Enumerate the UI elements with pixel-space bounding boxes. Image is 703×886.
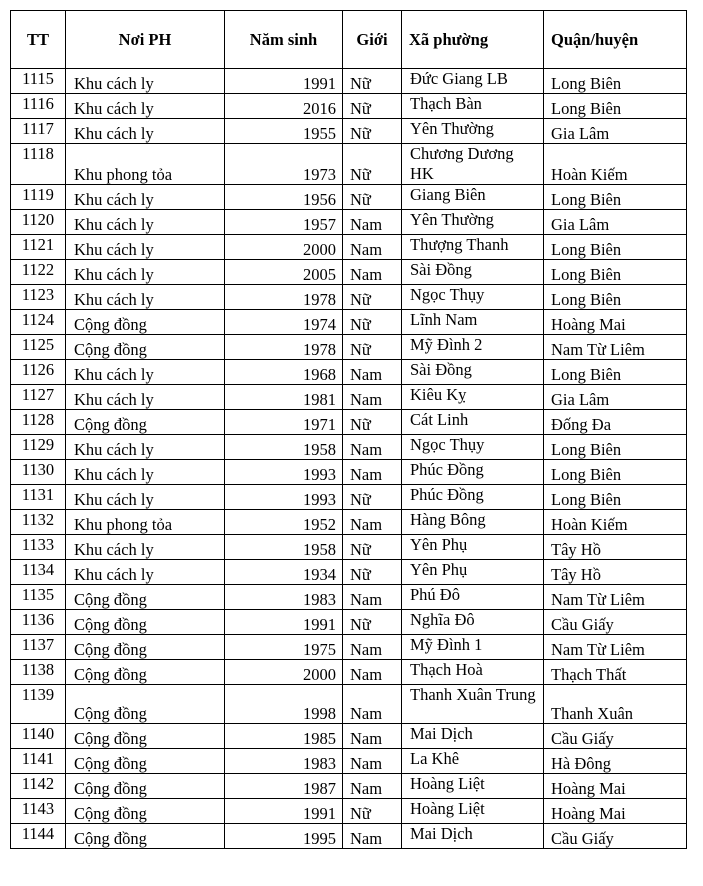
cell-tt: 1118	[11, 144, 66, 185]
cell-nam-sinh: 1957	[225, 210, 343, 235]
cell-noi-ph: Khu cách ly	[66, 360, 225, 385]
cell-quan-huyen: Hoàng Mai	[544, 310, 687, 335]
cell-nam-sinh: 1958	[225, 435, 343, 460]
table-row	[11, 824, 687, 849]
cell-nam-sinh: 1991	[225, 610, 343, 635]
header-row	[11, 11, 687, 69]
cell-tt: 1135	[11, 585, 66, 610]
cell-gioi: Nam	[343, 385, 402, 410]
cell-xa-phuong: Yên Thường	[402, 119, 544, 144]
cell-tt: 1141	[11, 749, 66, 774]
cell-gioi: Nam	[343, 435, 402, 460]
cell-gioi: Nữ	[343, 335, 402, 360]
cell-noi-ph: Cộng đồng	[66, 660, 225, 685]
cell-xa-phuong: Kiêu Kỵ	[402, 385, 544, 410]
header-quan-huyen: Quận/huyện	[544, 11, 687, 69]
cell-gioi: Nam	[343, 824, 402, 849]
cell-nam-sinh: 1968	[225, 360, 343, 385]
cell-quan-huyen: Hoàng Mai	[544, 799, 687, 824]
cell-quan-huyen: Hoàn Kiếm	[544, 510, 687, 535]
table-row	[11, 94, 687, 119]
cell-nam-sinh: 1952	[225, 510, 343, 535]
cell-xa-phuong: Mỹ Đình 2	[402, 335, 544, 360]
cell-quan-huyen: Cầu Giấy	[544, 724, 687, 749]
table-row	[11, 435, 687, 460]
cell-quan-huyen: Long Biên	[544, 235, 687, 260]
cell-gioi: Nam	[343, 460, 402, 485]
cell-xa-phuong: Hàng Bông	[402, 510, 544, 535]
table-row	[11, 385, 687, 410]
cell-quan-huyen: Hoàn Kiếm	[544, 144, 687, 185]
cell-tt: 1132	[11, 510, 66, 535]
cell-gioi: Nữ	[343, 410, 402, 435]
cell-quan-huyen: Nam Từ Liêm	[544, 335, 687, 360]
cell-gioi: Nam	[343, 685, 402, 724]
cell-noi-ph: Khu cách ly	[66, 185, 225, 210]
cell-xa-phuong: Yên Thường	[402, 210, 544, 235]
cell-xa-phuong: Hoàng Liệt	[402, 799, 544, 824]
cell-gioi: Nữ	[343, 94, 402, 119]
cell-tt: 1128	[11, 410, 66, 435]
cell-xa-phuong: Giang Biên	[402, 185, 544, 210]
cell-noi-ph: Cộng đồng	[66, 610, 225, 635]
cell-gioi: Nam	[343, 210, 402, 235]
cell-gioi: Nữ	[343, 310, 402, 335]
cell-noi-ph: Khu cách ly	[66, 210, 225, 235]
table-row	[11, 285, 687, 310]
cell-quan-huyen: Gia Lâm	[544, 385, 687, 410]
cell-nam-sinh: 1934	[225, 560, 343, 585]
table-row	[11, 660, 687, 685]
table-row	[11, 774, 687, 799]
cell-xa-phuong: Hoàng Liệt	[402, 774, 544, 799]
cell-nam-sinh: 1983	[225, 749, 343, 774]
table-row	[11, 335, 687, 360]
cell-nam-sinh: 2000	[225, 660, 343, 685]
cell-xa-phuong: Mai Dịch	[402, 824, 544, 849]
cell-tt: 1137	[11, 635, 66, 660]
cell-nam-sinh: 1973	[225, 144, 343, 185]
cell-quan-huyen: Đống Đa	[544, 410, 687, 435]
table-row	[11, 69, 687, 94]
cell-xa-phuong: Thanh Xuân Trung	[402, 685, 544, 724]
cell-tt: 1115	[11, 69, 66, 94]
cell-gioi: Nam	[343, 724, 402, 749]
cell-xa-phuong: Sài Đồng	[402, 360, 544, 385]
cell-tt: 1116	[11, 94, 66, 119]
cell-noi-ph: Cộng đồng	[66, 799, 225, 824]
table-row	[11, 210, 687, 235]
cell-quan-huyen: Tây Hồ	[544, 535, 687, 560]
cell-nam-sinh: 2000	[225, 235, 343, 260]
cell-gioi: Nữ	[343, 69, 402, 94]
cell-nam-sinh: 2005	[225, 260, 343, 285]
table-row	[11, 635, 687, 660]
cell-noi-ph: Cộng đồng	[66, 585, 225, 610]
cell-nam-sinh: 1995	[225, 824, 343, 849]
cell-quan-huyen: Gia Lâm	[544, 119, 687, 144]
cell-gioi: Nữ	[343, 799, 402, 824]
cell-noi-ph: Cộng đồng	[66, 335, 225, 360]
cell-nam-sinh: 1991	[225, 69, 343, 94]
header-gioi: Giới	[343, 11, 402, 69]
cell-quan-huyen: Long Biên	[544, 460, 687, 485]
cell-quan-huyen: Hoàng Mai	[544, 774, 687, 799]
cell-nam-sinh: 1978	[225, 285, 343, 310]
cell-nam-sinh: 1956	[225, 185, 343, 210]
table-row	[11, 410, 687, 435]
cell-xa-phuong: Ngọc Thụy	[402, 435, 544, 460]
cell-xa-phuong: Lĩnh Nam	[402, 310, 544, 335]
cell-gioi: Nữ	[343, 535, 402, 560]
cell-noi-ph: Khu cách ly	[66, 260, 225, 285]
cell-xa-phuong: Phú Đô	[402, 585, 544, 610]
cell-gioi: Nam	[343, 749, 402, 774]
cell-tt: 1131	[11, 485, 66, 510]
cell-noi-ph: Khu cách ly	[66, 535, 225, 560]
cell-noi-ph: Khu phong tỏa	[66, 144, 225, 185]
cell-gioi: Nam	[343, 585, 402, 610]
cell-xa-phuong: La Khê	[402, 749, 544, 774]
cell-xa-phuong: Sài Đồng	[402, 260, 544, 285]
cell-noi-ph: Cộng đồng	[66, 635, 225, 660]
cell-nam-sinh: 1975	[225, 635, 343, 660]
cell-nam-sinh: 1985	[225, 724, 343, 749]
cell-gioi: Nam	[343, 510, 402, 535]
cell-xa-phuong: Nghĩa Đô	[402, 610, 544, 635]
table-row	[11, 799, 687, 824]
cell-tt: 1119	[11, 185, 66, 210]
cell-gioi: Nam	[343, 360, 402, 385]
cell-tt: 1122	[11, 260, 66, 285]
header-tt: TT	[11, 11, 66, 69]
cell-noi-ph: Khu cách ly	[66, 69, 225, 94]
cell-quan-huyen: Long Biên	[544, 285, 687, 310]
cell-noi-ph: Cộng đồng	[66, 749, 225, 774]
header-nam-sinh: Năm sinh	[225, 11, 343, 69]
cell-quan-huyen: Thạch Thất	[544, 660, 687, 685]
cell-noi-ph: Cộng đồng	[66, 724, 225, 749]
table-row	[11, 585, 687, 610]
cell-tt: 1129	[11, 435, 66, 460]
table-row	[11, 685, 687, 724]
header-xa-phuong: Xã phường	[402, 11, 544, 69]
table-row	[11, 510, 687, 535]
cell-xa-phuong: Chương Dương HK	[402, 144, 544, 185]
cell-gioi: Nữ	[343, 285, 402, 310]
cell-tt: 1144	[11, 824, 66, 849]
cell-noi-ph: Cộng đồng	[66, 310, 225, 335]
cell-tt: 1120	[11, 210, 66, 235]
cell-gioi: Nữ	[343, 185, 402, 210]
cell-tt: 1121	[11, 235, 66, 260]
cell-noi-ph: Cộng đồng	[66, 774, 225, 799]
cell-noi-ph: Cộng đồng	[66, 410, 225, 435]
cell-quan-huyen: Long Biên	[544, 69, 687, 94]
cell-tt: 1136	[11, 610, 66, 635]
table-row	[11, 560, 687, 585]
cell-quan-huyen: Nam Từ Liêm	[544, 585, 687, 610]
cell-quan-huyen: Long Biên	[544, 435, 687, 460]
cell-gioi: Nam	[343, 635, 402, 660]
cell-noi-ph: Cộng đồng	[66, 824, 225, 849]
cell-noi-ph: Khu cách ly	[66, 119, 225, 144]
cell-gioi: Nữ	[343, 610, 402, 635]
cell-tt: 1125	[11, 335, 66, 360]
cell-xa-phuong: Yên Phụ	[402, 535, 544, 560]
cell-noi-ph: Khu cách ly	[66, 285, 225, 310]
cell-quan-huyen: Cầu Giấy	[544, 610, 687, 635]
table-row	[11, 144, 687, 185]
cell-nam-sinh: 1974	[225, 310, 343, 335]
header-noi-ph: Nơi PH	[66, 11, 225, 69]
cell-gioi: Nam	[343, 660, 402, 685]
cell-tt: 1140	[11, 724, 66, 749]
cell-gioi: Nữ	[343, 485, 402, 510]
cell-nam-sinh: 1993	[225, 460, 343, 485]
cell-quan-huyen: Long Biên	[544, 485, 687, 510]
cell-nam-sinh: 1991	[225, 799, 343, 824]
cell-nam-sinh: 1958	[225, 535, 343, 560]
table-row	[11, 610, 687, 635]
cell-gioi: Nữ	[343, 144, 402, 185]
cell-noi-ph: Khu cách ly	[66, 94, 225, 119]
cell-noi-ph: Khu cách ly	[66, 235, 225, 260]
cell-quan-huyen: Long Biên	[544, 260, 687, 285]
cell-tt: 1133	[11, 535, 66, 560]
case-table	[10, 10, 687, 849]
cell-nam-sinh: 1955	[225, 119, 343, 144]
cell-gioi: Nam	[343, 260, 402, 285]
cell-tt: 1143	[11, 799, 66, 824]
cell-quan-huyen: Nam Từ Liêm	[544, 635, 687, 660]
cell-noi-ph: Khu cách ly	[66, 460, 225, 485]
cell-xa-phuong: Cát Linh	[402, 410, 544, 435]
cell-xa-phuong: Phúc Đồng	[402, 485, 544, 510]
table-row	[11, 310, 687, 335]
cell-gioi: Nữ	[343, 560, 402, 585]
cell-tt: 1130	[11, 460, 66, 485]
cell-gioi: Nam	[343, 235, 402, 260]
cell-noi-ph: Khu phong tỏa	[66, 510, 225, 535]
cell-xa-phuong: Thạch Hoà	[402, 660, 544, 685]
cell-tt: 1117	[11, 119, 66, 144]
cell-nam-sinh: 1993	[225, 485, 343, 510]
cell-xa-phuong: Đức Giang LB	[402, 69, 544, 94]
cell-noi-ph: Khu cách ly	[66, 560, 225, 585]
cell-tt: 1127	[11, 385, 66, 410]
cell-nam-sinh: 1987	[225, 774, 343, 799]
cell-tt: 1123	[11, 285, 66, 310]
table-row	[11, 235, 687, 260]
table-row	[11, 460, 687, 485]
cell-quan-huyen: Hà Đông	[544, 749, 687, 774]
cell-nam-sinh: 1971	[225, 410, 343, 435]
cell-noi-ph: Khu cách ly	[66, 435, 225, 460]
cell-quan-huyen: Tây Hồ	[544, 560, 687, 585]
table-row	[11, 535, 687, 560]
cell-noi-ph: Cộng đồng	[66, 685, 225, 724]
cell-nam-sinh: 1983	[225, 585, 343, 610]
cell-nam-sinh: 1998	[225, 685, 343, 724]
table-row	[11, 260, 687, 285]
cell-nam-sinh: 1978	[225, 335, 343, 360]
cell-tt: 1126	[11, 360, 66, 385]
cell-noi-ph: Khu cách ly	[66, 485, 225, 510]
cell-tt: 1134	[11, 560, 66, 585]
cell-tt: 1138	[11, 660, 66, 685]
table-row	[11, 360, 687, 385]
cell-quan-huyen: Long Biên	[544, 185, 687, 210]
cell-noi-ph: Khu cách ly	[66, 385, 225, 410]
cell-xa-phuong: Mỹ Đình 1	[402, 635, 544, 660]
cell-gioi: Nam	[343, 774, 402, 799]
table-row	[11, 185, 687, 210]
cell-quan-huyen: Cầu Giấy	[544, 824, 687, 849]
cell-xa-phuong: Phúc Đồng	[402, 460, 544, 485]
cell-xa-phuong: Thượng Thanh	[402, 235, 544, 260]
table-row	[11, 119, 687, 144]
table-row	[11, 749, 687, 774]
table-row	[11, 724, 687, 749]
cell-tt: 1139	[11, 685, 66, 724]
cell-quan-huyen: Thanh Xuân	[544, 685, 687, 724]
cell-quan-huyen: Long Biên	[544, 360, 687, 385]
cell-gioi: Nữ	[343, 119, 402, 144]
cell-xa-phuong: Ngọc Thụy	[402, 285, 544, 310]
cell-tt: 1124	[11, 310, 66, 335]
cell-quan-huyen: Gia Lâm	[544, 210, 687, 235]
cell-xa-phuong: Thạch Bàn	[402, 94, 544, 119]
cell-quan-huyen: Long Biên	[544, 94, 687, 119]
cell-nam-sinh: 1981	[225, 385, 343, 410]
cell-xa-phuong: Mai Dịch	[402, 724, 544, 749]
cell-nam-sinh: 2016	[225, 94, 343, 119]
cell-xa-phuong: Yên Phụ	[402, 560, 544, 585]
table-row	[11, 485, 687, 510]
cell-tt: 1142	[11, 774, 66, 799]
